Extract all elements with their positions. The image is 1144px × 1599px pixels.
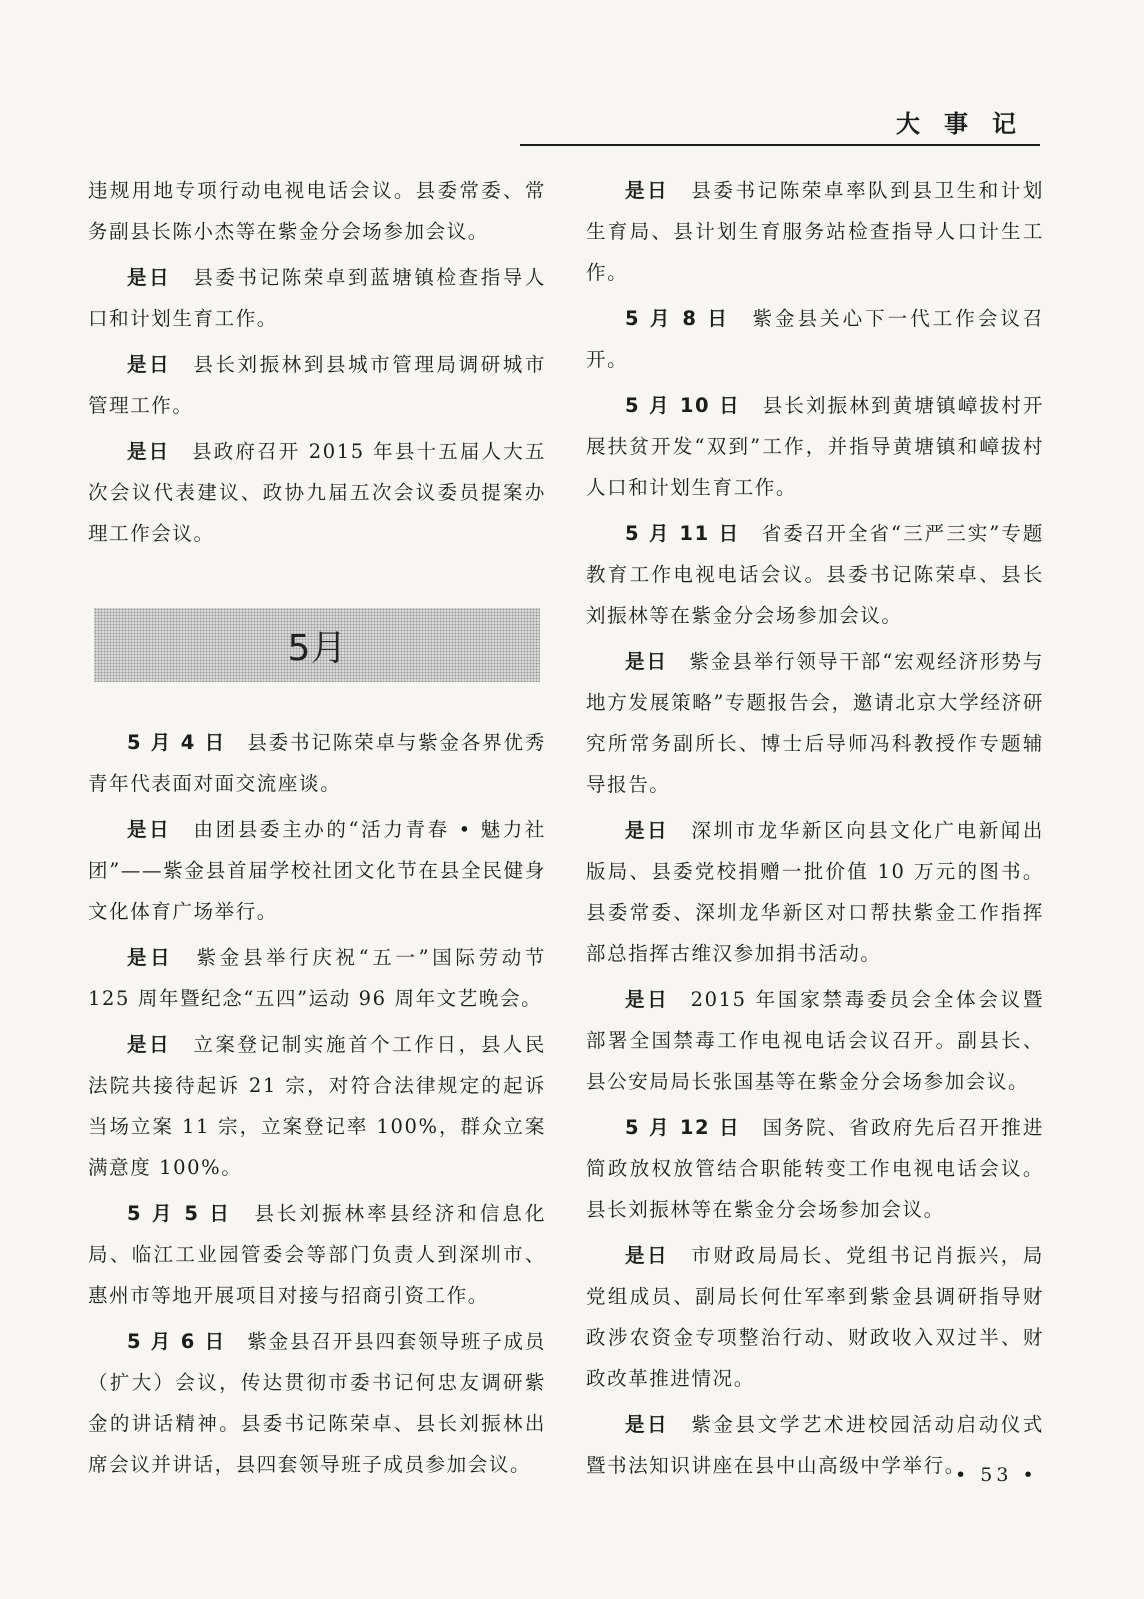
entry-date: 5 月 4 日 xyxy=(127,731,226,754)
month-heading: 5月 xyxy=(287,627,347,669)
page-number: • 53 • xyxy=(955,1464,1038,1486)
entry-paragraph xyxy=(586,1235,1044,1399)
entry-date: 是日 xyxy=(127,353,172,376)
entry-date: 是日 xyxy=(625,988,670,1011)
entry-text: 紫金县举行领导干部“宏观经济形势与地方发展策略”专题报告会，邀请北京大学经济研究所常务副所长、博士后导师冯科教授作专题辅导报告。 xyxy=(586,650,1044,796)
entry-text: 县委书记陈荣卓率队到县卫生和计划生育局、县计划生育服务站检查指导人口计生工作。 xyxy=(586,179,1044,284)
entry-date: 是日 xyxy=(127,266,172,289)
entry-paragraph xyxy=(88,170,546,252)
entry-date: 是日 xyxy=(127,1033,172,1056)
entry-paragraph xyxy=(88,1024,546,1188)
entry-text: 紫金县文学艺术进校园活动启动仪式暨书法知识讲座在县中山高级中学举行。 xyxy=(586,1413,1044,1477)
entry-paragraph xyxy=(586,641,1044,805)
entry-paragraph xyxy=(586,513,1044,636)
entry-paragraph xyxy=(88,809,546,932)
month-heading-box xyxy=(94,608,540,682)
entry-date: 是日 xyxy=(127,440,171,463)
entry-date: 是日 xyxy=(625,819,670,842)
entry-paragraph xyxy=(88,1193,546,1316)
entry-paragraph xyxy=(88,722,546,804)
entry-text: 市财政局局长、党组书记肖振兴，局党组成员、副局长何仕军率到紫金县调研指导财政涉农资金专项整治行动、财政收入双过半、财政改革推进情况。 xyxy=(586,1244,1044,1390)
entry-text: 国务院、省政府先后召开推进简政放权放管结合职能转变工作电视电话会议。县长刘振林等在紫金分会场参加会议。 xyxy=(586,1116,1044,1221)
header-rule xyxy=(520,144,1040,146)
entry-paragraph xyxy=(586,1107,1044,1230)
entry-text: 紫金县关心下一代工作会议召开。 xyxy=(586,307,1044,371)
entry-date: 5 月 11 日 xyxy=(625,522,741,545)
entry-paragraph xyxy=(88,937,546,1019)
entry-paragraph xyxy=(586,979,1044,1102)
entry-paragraph xyxy=(586,170,1044,293)
entry-text: 县长刘振林到黄塘镇嶂拔村开展扶贫开发“双到”工作，并指导黄塘镇和嶂拔村人口和计划生育工作。 xyxy=(586,394,1044,499)
entry-paragraph xyxy=(88,257,546,339)
entry-text: 县政府召开 2015 年县十五届人大五次会议代表建议、政协九届五次会议委员提案办理工作会议。 xyxy=(88,440,546,545)
entry-date: 是日 xyxy=(127,946,174,969)
entry-paragraph xyxy=(88,1321,546,1485)
entry-date: 是日 xyxy=(625,1244,670,1267)
entry-text: 紫金县召开县四套领导班子成员（扩大）会议，传达贯彻市委书记何忠友调研紫金的讲话精神。县委书记陈荣卓、县长刘振林出席会议并讲话，县四套领导班子成员参加会议。 xyxy=(88,1330,547,1476)
left-column xyxy=(88,170,546,1490)
entry-text: 省委召开全省“三严三实”专题教育工作电视电话会议。县委书记陈荣卓、县长刘振林等在紫金分会场参加会议。 xyxy=(586,522,1044,627)
entry-paragraph xyxy=(88,344,546,426)
entry-date: 5 月 8 日 xyxy=(625,307,730,330)
entry-text: 紫金县举行庆祝“五一”国际劳动节 125 周年暨纪念“五四”运动 96 周年文艺晚会。 xyxy=(88,946,546,1010)
entry-paragraph xyxy=(586,385,1044,508)
entry-date: 5 月 12 日 xyxy=(625,1116,741,1139)
entry-text: 县委书记陈荣卓与紫金各界优秀青年代表面对面交流座谈。 xyxy=(88,731,547,795)
entry-date: 是日 xyxy=(127,818,172,841)
entry-paragraph xyxy=(88,431,546,554)
section-header-title: 大事记 xyxy=(896,110,1040,138)
entry-text: 县委书记陈荣卓到蓝塘镇检查指导人口和计划生育工作。 xyxy=(88,266,546,330)
entry-text: 县长刘振林到县城市管理局调研城市管理工作。 xyxy=(88,353,546,417)
entry-text: 立案登记制实施首个工作日，县人民法院共接待起诉 21 宗，对符合法律规定的起诉当场立案 11 宗，立案登记率 100%，群众立案满意度 100%。 xyxy=(88,1033,546,1179)
entry-paragraph xyxy=(586,810,1044,974)
entry-date: 是日 xyxy=(625,650,668,673)
entry-paragraph xyxy=(586,298,1044,380)
right-column xyxy=(586,170,1044,1491)
entry-date: 5 月 5 日 xyxy=(127,1202,232,1225)
entry-text: 县长刘振林率县经济和信息化局、临江工业园管委会等部门负责人到深圳市、惠州市等地开展项目对接与招商引资工作。 xyxy=(88,1202,546,1307)
entry-text: 由团县委主办的“活力青春 • 魅力社团”——紫金县首届学校社团文化节在县全民健身文化体育广场举行。 xyxy=(88,818,546,923)
entry-text: 违规用地专项行动电视电话会议。县委常委、常务副县长陈小杰等在紫金分会场参加会议。 xyxy=(88,179,546,243)
entry-date: 是日 xyxy=(625,1413,670,1436)
entry-date: 5 月 10 日 xyxy=(625,394,741,417)
entry-date: 是日 xyxy=(625,179,670,202)
entry-text: 2015 年国家禁毒委员会全体会议暨部署全国禁毒工作电视电话会议召开。副县长、县公安局局长张国基等在紫金分会场参加会议。 xyxy=(586,988,1045,1093)
entry-date: 5 月 6 日 xyxy=(127,1330,226,1353)
entry-text: 深圳市龙华新区向县文化广电新闻出版局、县委党校捐赠一批价值 10 万元的图书。县委常委、深圳龙华新区对口帮扶紫金工作指挥部总指挥古维汉参加捐书活动。 xyxy=(586,819,1044,965)
